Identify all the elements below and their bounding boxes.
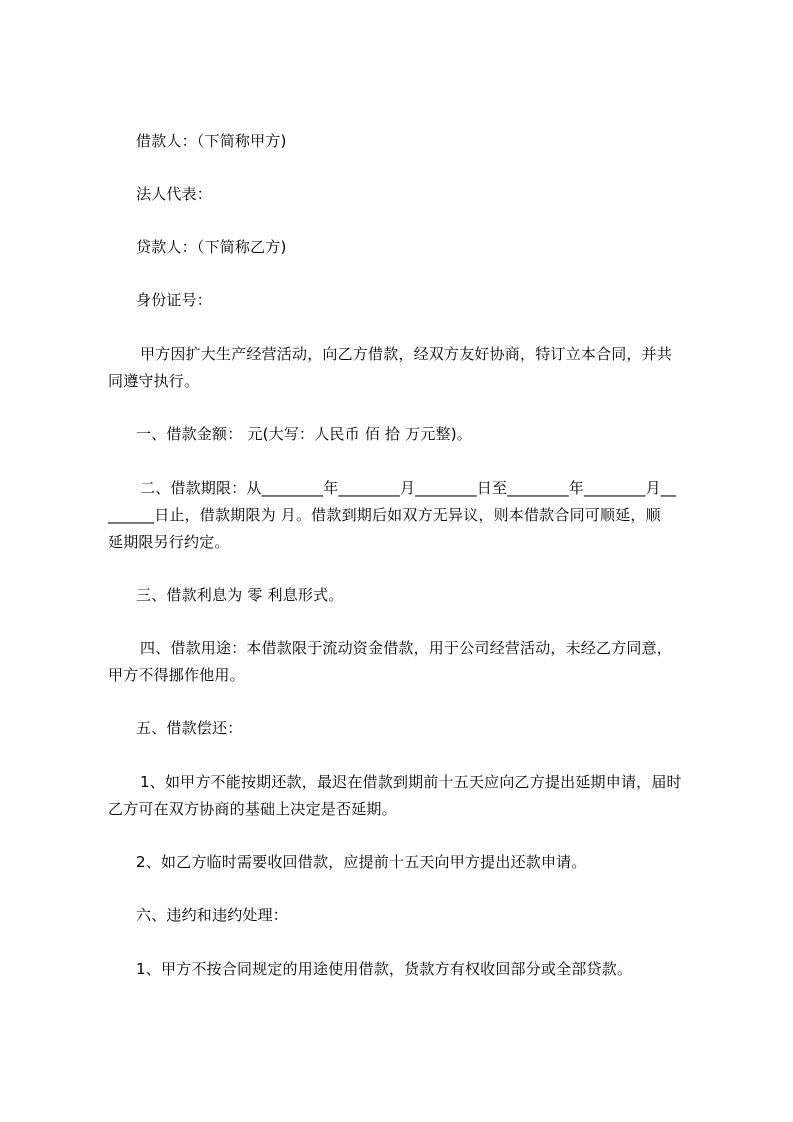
clause-5-title: 五、借款偿还： [136, 719, 243, 737]
clause-2-line-3: 延期限另行约定。 [108, 533, 230, 551]
clause-3-interest: 三、借款利息为 零 利息形式。 [136, 586, 344, 604]
clause-5-item-1-line-2: 乙方可在双方协商的基础上决定是否延期。 [108, 800, 397, 818]
clause-6-item-1: 1、甲方不按合同规定的用途使用借款，货款方有权收回部分或全部贷款。 [136, 960, 633, 978]
clause-6-title: 六、违约和违约处理： [136, 906, 289, 924]
preamble-line-2: 同遵守执行。 [108, 372, 200, 390]
borrower-label: 借款人：（下简称甲方) [136, 132, 287, 150]
clause-2-line-1: 二、借款期限：从________年________月________日至________年________月__ [140, 479, 677, 497]
clause-2-line-2: ______日止，借款期限为 月。借款到期后如双方无异议，则本借款合同可顺延，顺 [108, 506, 661, 524]
clause-1-amount: 一、借款金额： 元(大写：人民币 佰 拾 万元整)。 [136, 425, 472, 443]
lender-label: 贷款人：（下简称乙方) [136, 238, 287, 256]
clause-4-line-2: 甲方不得挪作他用。 [108, 666, 245, 684]
id-number-label: 身份证号： [136, 291, 213, 309]
legal-rep-label: 法人代表： [136, 185, 213, 203]
clause-5-item-1-line-1: 1、如甲方不能按期还款，最迟在借款到期前十五天应向乙方提出延期申请，届时 [140, 773, 682, 791]
clause-5-item-2: 2、如乙方临时需要收回借款，应提前十五天向甲方提出还款申请。 [136, 853, 587, 871]
clause-4-line-1: 四、借款用途：本借款限于流动资金借款，用于公司经营活动，未经乙方同意， [140, 639, 673, 657]
preamble-line-1: 甲方因扩大生产经营活动，向乙方借款，经双方友好协商，特订立本合同，并共 [140, 345, 673, 363]
